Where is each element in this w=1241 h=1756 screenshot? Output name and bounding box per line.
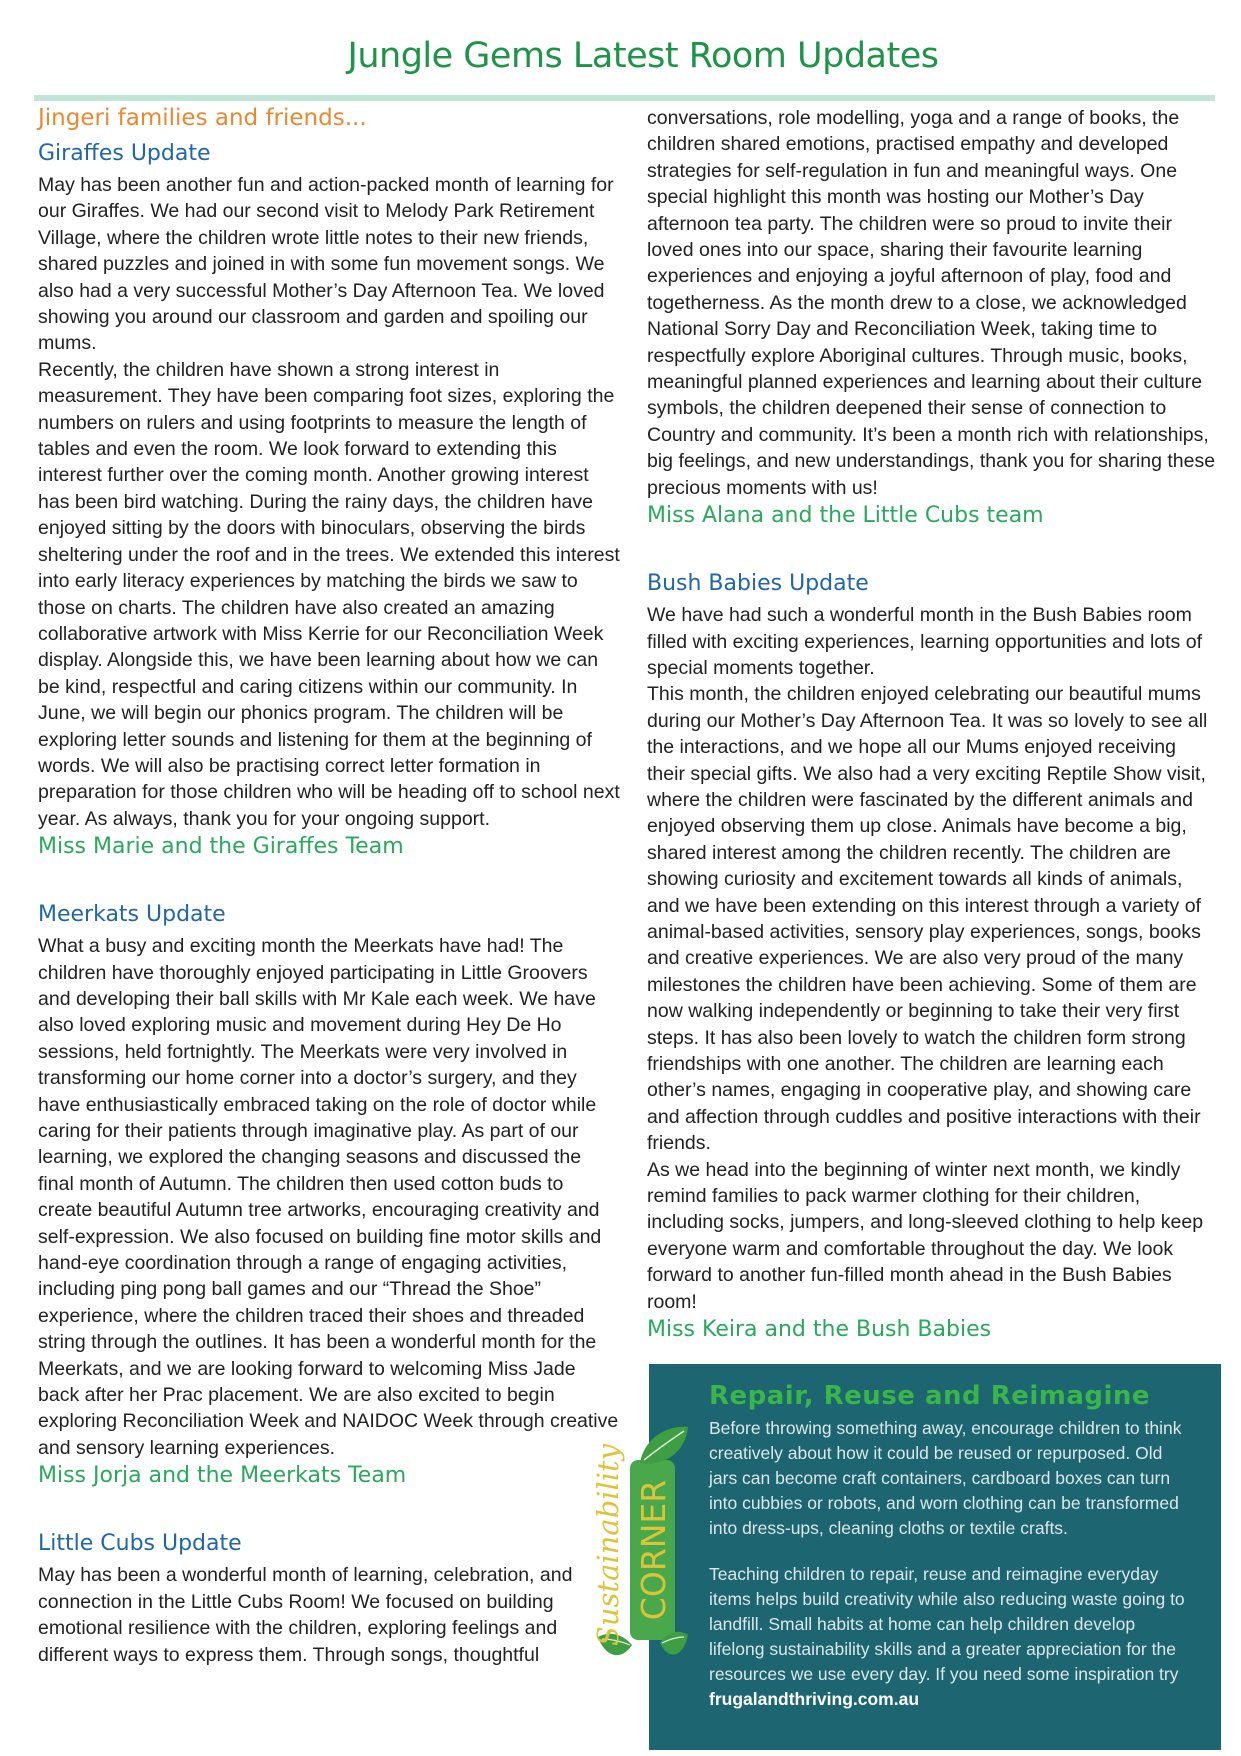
sustainability-title: Repair, Reuse and Reimagine — [709, 1381, 1151, 1411]
meerkats-section — [38, 899, 621, 1491]
bush-babies-paragraph: We have had such a wonderful month in the Bush Babies room filled with exciting experiences, learning opportunities and lots of special moments together. — [647, 604, 1202, 679]
giraffes-heading: Giraffes Update — [38, 141, 211, 166]
leaf-icon — [640, 1427, 688, 1464]
right-column — [647, 105, 1217, 1345]
inspiration-link[interactable]: frugalandthriving.com.au — [709, 1689, 920, 1709]
meerkats-paragraph: What a busy and exciting month the Meerkats have had! The children have thoroughly enjoyed participating in Little Groovers and developing their ball skills with Mr Kale each week. We have also loved exploring music and movement during Hey De Ho sessions, held fortnightly. The Meerkats were very involved in transforming our home corner into a doctor’s surgery, and they have enthusiastically embraced taking on the role of doctor while caring for their patients through imaginative play. As part of our learning, we explored the changing seasons and discussed the final month of Autumn. The children then used cotton buds to create beautiful Autumn tree artworks, encouraging creativity and self-expression. We also focused on building fine motor skills and hand-eye coordination through a range of engaging activities, including ping pong ball games and our “Thread the Shoe” experience, where the children traced their shoes and threaded string through the outlines. It has been a wonderful month for the Meerkats, and we are looking forward to welcoming Miss Jade back after her Prac placement. We are also excited to begin exploring Reconciliation Week and NAIDOC Week through creative and sensory learning experiences. — [38, 935, 619, 1459]
giraffes-section — [38, 138, 621, 862]
greeting-heading: Jingeri families and friends... — [38, 105, 367, 131]
meerkats-signature: Miss Jorja and the Meerkats Team — [38, 1463, 407, 1489]
giraffes-paragraph: May has been another fun and action-packed month of learning for our Giraffes. We had our second visit to Melody Park Retirement Village, where the children wrote little notes to their new friends, shared puzzles and joined in with some fun movement songs. We also had a very successful Mother’s Day Afternoon Tea. We loved showing you around our classroom and garden and spoiling our mums. — [38, 174, 614, 355]
giraffes-signature: Miss Marie and the Giraffes Team — [38, 834, 404, 860]
little-cubs-signature: Miss Alana and the Little Cubs team — [647, 503, 1044, 529]
left-column — [38, 102, 621, 1668]
corner-label: CORNER — [634, 1479, 673, 1621]
bush-babies-heading: Bush Babies Update — [647, 571, 869, 597]
giraffes-paragraph: Recently, the children have shown a strong interest in measurement. They have been comparing foot sizes, exploring the numbers on rulers and using footprints to measure the length of tables and even the room. We look forward to extending this interest further over the coming month. Another growing interest has been bird watching. During the rainy days, the children have enjoyed sitting by the doors with binoculars, observing the birds sheltering under the roof and in the trees. We extended this interest into early literacy experiences by matching the birds we saw to those on charts. The children have also created an amazing collaborative artwork with Miss Kerrie for our Reconciliation Week display. Alongside this, we have been learning about how we can be kind, respectful and caring citizens within our community. In June, we will begin our phonics program. The children will be exploring letter sounds and listening for them at the beginning of words. We will also be practising correct letter formation in preparation for those children who will be heading off to school next year. As always, thank you for your ongoing support. — [38, 358, 620, 830]
bush-babies-paragraph: This month, the children enjoyed celebrating our beautiful mums during our Mother’s Day Afternoon Tea. It was so lovely to see all the interactions, and we hope all our Mums enjoyed receiving their special gifts. We also had a very exciting Reptile Show visit, where the children were fascinated by the different animals and enjoyed observing them up close. Animals have become a big, shared interest among the children recently. The children are showing curiosity and excitement towards all kinds of animals, and we have been extending on this interest through a variety of animal-based activities, sensory play experiences, songs, books and creative experiences. We are also very proud of the many milestones the children have been achieving. Some of them are now walking independently or beginning to take their very first steps. It has also been lovely to watch the children form strong friendships with one another. The children are learning each other’s names, engaging in cooperative play, and showing care and affection through cuddles and positive interactions with their friends. — [647, 683, 1208, 1155]
little-cubs-paragraph: May has been a wonderful month of learning, celebration, and connection in the Little Cubs Room! We focused on building emotional resilience with the children, exploring feelings and different ways to express them. Through songs, thoughtful — [38, 1564, 573, 1666]
sustainability-paragraph — [709, 1562, 1193, 1712]
little-cubs-section — [38, 1528, 621, 1668]
little-cubs-heading: Little Cubs Update — [38, 1531, 242, 1557]
bush-babies-section — [647, 568, 1217, 1345]
bush-babies-paragraph: As we head into the beginning of winter next month, we kindly remind families to pack warmer clothing for their children, including socks, jumpers, and long-sleeved clothing to help keep everyone warm and comfortable throughout the day. We look forward to another fun-filled month ahead in the Bush Babies room! — [647, 1158, 1204, 1313]
sustainability-script-label: Sustainability — [591, 1443, 625, 1647]
sustainability-paragraph-text: Teaching children to repair, reuse and reimagine everyday items helps build creativity while also reducing waste going to landfill. Small habits at home can help children develop lifelong sustainability skills and a greater appreciation for the resources we use every day. If you need some inspiration try — [709, 1564, 1185, 1684]
little-cubs-paragraph: conversations, role modelling, yoga and a range of books, the children shared emotions, practised empathy and developed strategies for self-regulation in fun and meaningful ways. One special highlight this month was hosting our Mother’s Day afternoon tea party. The children were so proud to invite their loved ones into our space, sharing their favourite learning experiences and enjoying a joyful afternoon of play, food and togetherness. As the month drew to a close, we acknowledged National Sorry Day and Reconciliation Week, taking time to respectfully explore Aboriginal cultures. Through music, books, meaningful planned experiences and learning about their culture symbols, the children deepened their sense of connection to Country and community. It’s been a month rich with relationships, big feelings, and new understandings, thank you for sharing these precious moments with us! — [647, 107, 1216, 499]
sustainability-paragraph: Before throwing something away, encourage children to think creatively about how it could be reused or repurposed. Old jars can become craft containers, cardboard boxes can turn into cubbies or robots, and worn clothing can be transformed into dress-ups, cleaning cloths or textile crafts. — [709, 1418, 1182, 1538]
meerkats-heading: Meerkats Update — [38, 902, 226, 928]
title-divider — [34, 95, 1215, 101]
sustainability-corner-box — [649, 1364, 1221, 1750]
bush-babies-signature: Miss Keira and the Bush Babies — [647, 1317, 992, 1343]
little-cubs-section-continued — [647, 105, 1217, 531]
sustainability-corner-badge — [578, 1405, 693, 1675]
page-title: Jungle Gems Latest Room Updates — [347, 36, 939, 76]
